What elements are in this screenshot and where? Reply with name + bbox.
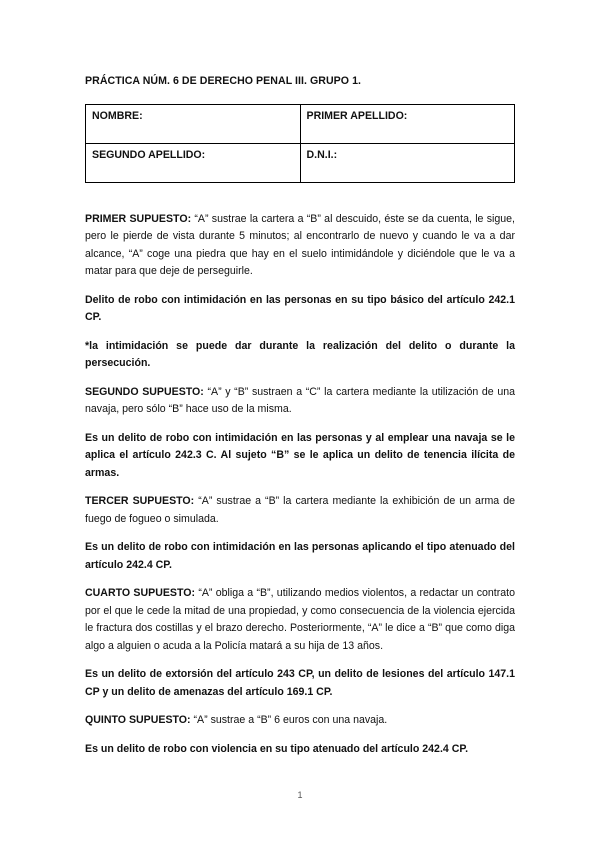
supuesto-1-note: *la intimidación se puede dar durante la realización del delito o durante la persecución. xyxy=(85,339,515,369)
supuesto-3-answer: Es un delito de robo con intimidación en las personas aplicando el tipo atenuado del artículo 242.4 CP. xyxy=(85,541,515,571)
document-title: PRÁCTICA NÚM. 6 DE DERECHO PENAL III. GRUPO 1. xyxy=(85,75,362,87)
supuesto-1-statement xyxy=(85,211,515,281)
supuesto-1-text: “A” sustrae la cartera a “B” al descuido, éste se da cuenta, le sigue, pero le pierde de vista durante 5 minutos; al encontrarlo de nuevo y cuando le va a dar alcance, “A” coge una piedra que hay en el suelo intimidándole y diciéndole que le va a matar para que deje de perseguirle. xyxy=(85,212,516,277)
supuesto-5-statement xyxy=(85,712,515,730)
supuesto-4-answer: Es un delito de extorsión del artículo 243 CP, un delito de lesiones del artículo 147.1 CP y un delito de amenazas del artículo 169.1 CP. xyxy=(85,668,515,698)
supuesto-1-answer: Delito de robo con intimidación en las personas en su tipo básico del artículo 242.1 CP. xyxy=(85,293,515,323)
supuesto-1-label: PRIMER SUPUESTO: xyxy=(85,212,192,225)
supuesto-2-label: SEGUNDO SUPUESTO: xyxy=(85,385,204,398)
primer-apellido-field: PRIMER APELLIDO: xyxy=(300,104,515,143)
supuesto-4-text: “A” obliga a “B”, utilizando medios violentos, a redactar un contrato por el que le cede la mitad de una propiedad, y como consecuencia de la violencia ejercida le fractura dos costillas y el brazo derecho. Posteriormente, “A” le dice a “B” que como diga algo a alguien o acuda a la Policía matará a su hija de 13 años. xyxy=(85,587,515,652)
supuesto-4-statement xyxy=(85,585,515,655)
segundo-apellido-field: SEGUNDO APELLIDO: xyxy=(86,143,301,182)
table-row xyxy=(86,143,515,182)
student-info-table xyxy=(85,104,515,183)
table-row xyxy=(86,104,515,143)
supuesto-3-label: TERCER SUPUESTO: xyxy=(85,495,195,507)
supuesto-2-text: “A” y “B” sustraen a “C” la cartera mediante la utilización de una navaja, pero sólo “B” hace uso de la misma. xyxy=(85,385,515,415)
nombre-field: NOMBRE: xyxy=(86,104,301,143)
dni-field: D.N.I.: xyxy=(300,143,515,182)
supuesto-2-answer: Es un delito de robo con intimidación en las personas y al emplear una navaja se le aplica el artículo 242.3 C. Al sujeto “B” se le aplica un delito de tenencia ilícita de armas. xyxy=(85,431,515,479)
supuesto-3-text: “A” sustrae a “B” la cartera mediante la exhibición de un arma de fuego de fogueo o simulada. xyxy=(85,495,515,525)
supuesto-5-text: “A” sustrae a “B” 6 euros con una navaja. xyxy=(190,714,388,726)
supuesto-3-statement xyxy=(85,493,515,528)
supuesto-2-statement xyxy=(85,384,515,419)
supuesto-5-answer: Es un delito de robo con violencia en su tipo atenuado del artículo 242.4 CP. xyxy=(85,742,469,755)
supuesto-4-label: CUARTO SUPUESTO: xyxy=(85,587,196,599)
supuesto-5-label: QUINTO SUPUESTO: xyxy=(85,714,191,726)
page-number: 1 xyxy=(297,790,303,800)
document-content xyxy=(85,73,515,769)
